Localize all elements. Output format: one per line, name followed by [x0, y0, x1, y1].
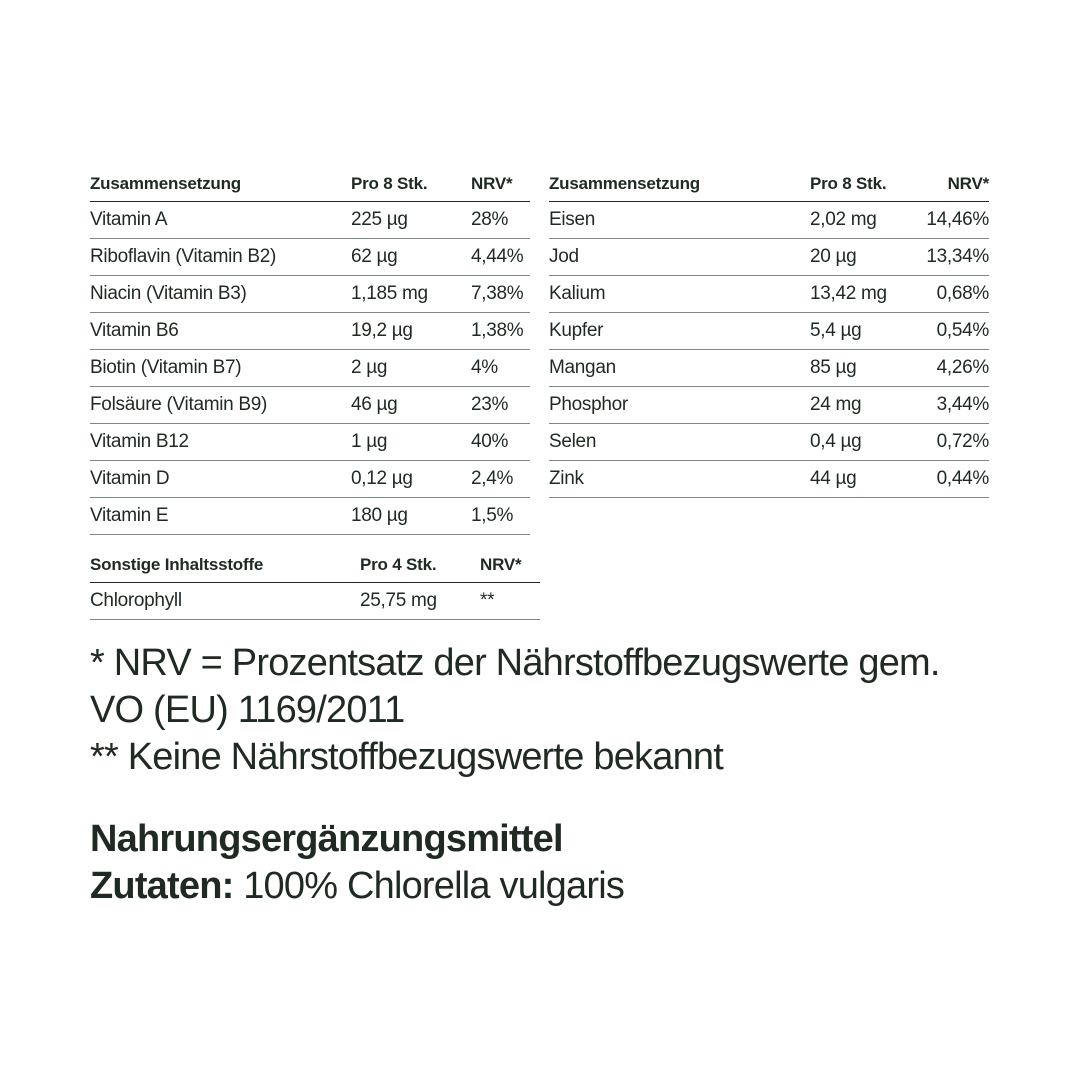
nutrition-table-vitamins: [90, 167, 530, 535]
nutrient-name: Vitamin A: [90, 202, 351, 239]
table-row: [90, 387, 530, 424]
ingredients-value: 100% Chlorella vulgaris: [233, 865, 625, 907]
nutrient-nrv: 14,46%: [920, 202, 989, 239]
nutrient-nrv: 7,38%: [471, 276, 530, 313]
nutrient-amount: 62 µg: [351, 239, 471, 276]
nutrient-name: Jod: [549, 239, 810, 276]
table-row: [90, 202, 530, 239]
nutrient-nrv: 4,44%: [471, 239, 530, 276]
nutrient-amount: 13,42 mg: [810, 276, 920, 313]
ingredient-name: Chlorophyll: [90, 583, 360, 620]
nutrient-amount: 1 µg: [351, 424, 471, 461]
nutrient-amount: 20 µg: [810, 239, 920, 276]
nutrient-nrv: 1,38%: [471, 313, 530, 350]
column-header-nrv: NRV*: [480, 548, 540, 583]
nutrient-amount: 0,12 µg: [351, 461, 471, 498]
table-row: [549, 202, 989, 239]
table-row: [549, 387, 989, 424]
nutrient-name: Vitamin B12: [90, 424, 351, 461]
nutrient-amount: 2,02 mg: [810, 202, 920, 239]
nutrient-nrv: 28%: [471, 202, 530, 239]
footnote-no-reference: ** Keine Nährstoffbezugswerte bekannt: [90, 736, 724, 778]
nutrient-amount: 85 µg: [810, 350, 920, 387]
nutrient-name: Vitamin B6: [90, 313, 351, 350]
column-header-nrv: NRV*: [471, 167, 530, 202]
ingredients-line: [90, 863, 1050, 910]
footnote-nrv-definition: * NRV = Prozentsatz der Nährstoffbezugswerte gem.: [90, 642, 940, 684]
nutrient-nrv: 0,54%: [920, 313, 989, 350]
nutrient-name: Kupfer: [549, 313, 810, 350]
table-row: [90, 583, 540, 620]
nutrient-nrv: 4,26%: [920, 350, 989, 387]
nutrient-nrv: 0,68%: [920, 276, 989, 313]
table-header-row: [90, 167, 530, 202]
table-row: [90, 239, 530, 276]
table-header-row: [549, 167, 989, 202]
table-row: [549, 276, 989, 313]
column-header-amount: Pro 8 Stk.: [810, 167, 920, 202]
nutrient-nrv: 13,34%: [920, 239, 989, 276]
nutrient-nrv: 4%: [471, 350, 530, 387]
table-row: [90, 313, 530, 350]
nutrient-nrv: 23%: [471, 387, 530, 424]
ingredients-label: Zutaten:: [90, 865, 234, 907]
nutrient-amount: 46 µg: [351, 387, 471, 424]
column-header-nrv: NRV*: [920, 167, 989, 202]
nutrient-amount: 225 µg: [351, 202, 471, 239]
footnotes: [90, 640, 1050, 781]
table-row: [549, 239, 989, 276]
nutrient-name: Kalium: [549, 276, 810, 313]
table-row: [90, 276, 530, 313]
footnote-regulation: VO (EU) 1169/2011: [90, 689, 405, 731]
nutrient-amount: 180 µg: [351, 498, 471, 535]
column-header-amount: Pro 8 Stk.: [351, 167, 471, 202]
nutrient-amount: 0,4 µg: [810, 424, 920, 461]
nutrient-name: Riboflavin (Vitamin B2): [90, 239, 351, 276]
nutrient-amount: 5,4 µg: [810, 313, 920, 350]
ingredient-nrv: **: [480, 583, 540, 620]
column-header-other-ingredients: Sonstige Inhaltsstoffe: [90, 548, 360, 583]
nutrient-nrv: 40%: [471, 424, 530, 461]
nutrient-amount: 44 µg: [810, 461, 920, 498]
ingredient-amount: 25,75 mg: [360, 583, 480, 620]
table-row: [549, 461, 989, 498]
nutrient-name: Biotin (Vitamin B7): [90, 350, 351, 387]
column-header-amount: Pro 4 Stk.: [360, 548, 480, 583]
nutrient-nrv: 2,4%: [471, 461, 530, 498]
product-category: Nahrungsergänzungsmittel: [90, 818, 563, 860]
product-info: [90, 816, 1050, 910]
table-row: [90, 498, 530, 535]
nutrient-amount: 2 µg: [351, 350, 471, 387]
table-row: [549, 424, 989, 461]
nutrient-name: Vitamin D: [90, 461, 351, 498]
table-row: [90, 461, 530, 498]
nutrient-nrv: 1,5%: [471, 498, 530, 535]
nutrient-amount: 1,185 mg: [351, 276, 471, 313]
nutrient-nrv: 0,72%: [920, 424, 989, 461]
table-row: [549, 350, 989, 387]
column-header-composition: Zusammensetzung: [90, 167, 351, 202]
nutrient-name: Zink: [549, 461, 810, 498]
column-header-composition: Zusammensetzung: [549, 167, 810, 202]
nutrient-amount: 24 mg: [810, 387, 920, 424]
nutrient-name: Mangan: [549, 350, 810, 387]
nutrient-name: Eisen: [549, 202, 810, 239]
nutrient-name: Vitamin E: [90, 498, 351, 535]
nutrition-table-minerals: [549, 167, 989, 498]
nutrient-name: Phosphor: [549, 387, 810, 424]
nutrient-name: Folsäure (Vitamin B9): [90, 387, 351, 424]
table-header-row: [90, 548, 540, 583]
nutrient-nrv: 0,44%: [920, 461, 989, 498]
other-ingredients-table: [90, 548, 540, 620]
nutrient-amount: 19,2 µg: [351, 313, 471, 350]
nutrient-name: Selen: [549, 424, 810, 461]
nutrient-nrv: 3,44%: [920, 387, 989, 424]
table-row: [90, 350, 530, 387]
nutrient-name: Niacin (Vitamin B3): [90, 276, 351, 313]
table-row: [549, 313, 989, 350]
table-row: [90, 424, 530, 461]
